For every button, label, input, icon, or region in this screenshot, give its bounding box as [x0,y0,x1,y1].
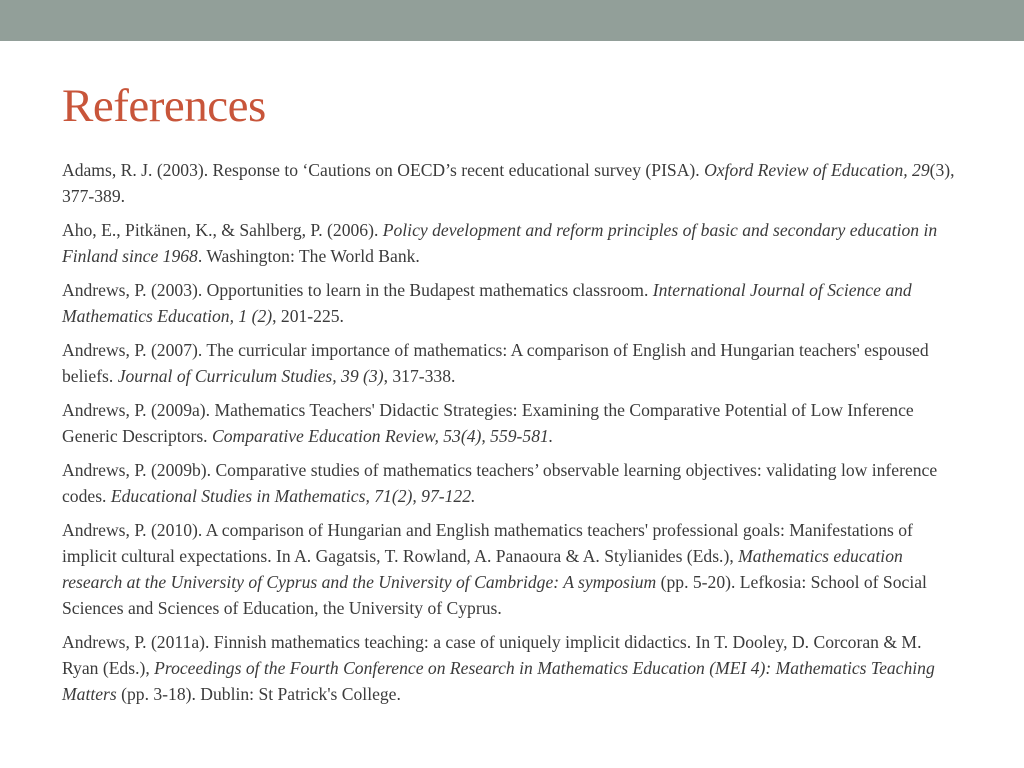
reference-details: , 201-225. [272,306,344,326]
reference-text: Andrews, P. (2010). A comparison of Hungarian and English mathematics teachers' professional goals: Manifestations of implicit cultural expectations. In A. Gagatsis, T. Rowland, A. Panaoura & A. Stylianides (Eds.), [62,520,913,566]
reference-list [62,157,962,715]
reference-source: Mathematics education research at the University of Cyprus and the University of Cambridge: A symposium [62,546,903,592]
reference-item [62,277,962,329]
reference-source: International Journal of Science and Mathematics Education, 1 (2) [62,280,912,326]
reference-source: Journal of Curriculum Studies, 39 (3) [117,366,384,386]
reference-item [62,457,962,509]
reference-details: (pp. 3-18). Dublin: St Patrick's College. [116,684,401,704]
reference-source: Oxford Review of Education, 29 [704,160,930,180]
reference-source: Proceedings of the Fourth Conference on Research in Mathematics Education (MEI 4): Mathematics Teaching Matters [62,658,935,704]
reference-text: Aho, E., Pitkänen, K., & Sahlberg, P. (2006). [62,220,383,240]
reference-text: Adams, R. J. (2003). Response to ‘Cautions on OECD’s recent educational survey (PISA). [62,160,705,180]
reference-details: (pp. 5-20). Lefkosia: School of Social Sciences and Sciences of Education, the University of Cyprus. [62,572,927,618]
reference-text: Andrews, P. (2009a). Mathematics Teachers' Didactic Strategies: Examining the Comparative Potential of Low Inference Generic Descriptors. [62,400,914,446]
reference-details: . Washington: The World Bank. [197,246,420,266]
page-title: References [62,80,266,132]
reference-text: Andrews, P. (2003). Opportunities to learn in the Budapest mathematics classroom. [62,280,653,300]
reference-text: Andrews, P. (2011a). Finnish mathematics teaching: a case of uniquely implicit didactics. In T. Dooley, D. Corcoran & M. Ryan (Eds.), [62,632,922,678]
reference-item [62,517,962,621]
reference-text: Andrews, P. (2007). The curricular importance of mathematics: A comparison of English and Hungarian teachers' espoused beliefs. [62,340,929,386]
reference-item [62,337,962,389]
header-bar [0,0,1024,41]
reference-text: Andrews, P. (2009b). Comparative studies of mathematics teachers’ observable learning objectives: validating low inference codes. [62,460,938,506]
reference-item [62,629,962,707]
reference-source: Comparative Education Review, 53(4), 559-581. [211,426,554,446]
reference-item [62,157,962,209]
reference-details: , 317-338. [383,366,456,386]
reference-details: (3), 377-389. [62,160,955,206]
reference-item [62,397,962,449]
reference-source: Policy development and reform principles of basic and secondary education in Finland since 1968 [62,220,938,266]
reference-source: Educational Studies in Mathematics, 71(2), 97-122. [110,486,476,506]
reference-item [62,217,962,269]
